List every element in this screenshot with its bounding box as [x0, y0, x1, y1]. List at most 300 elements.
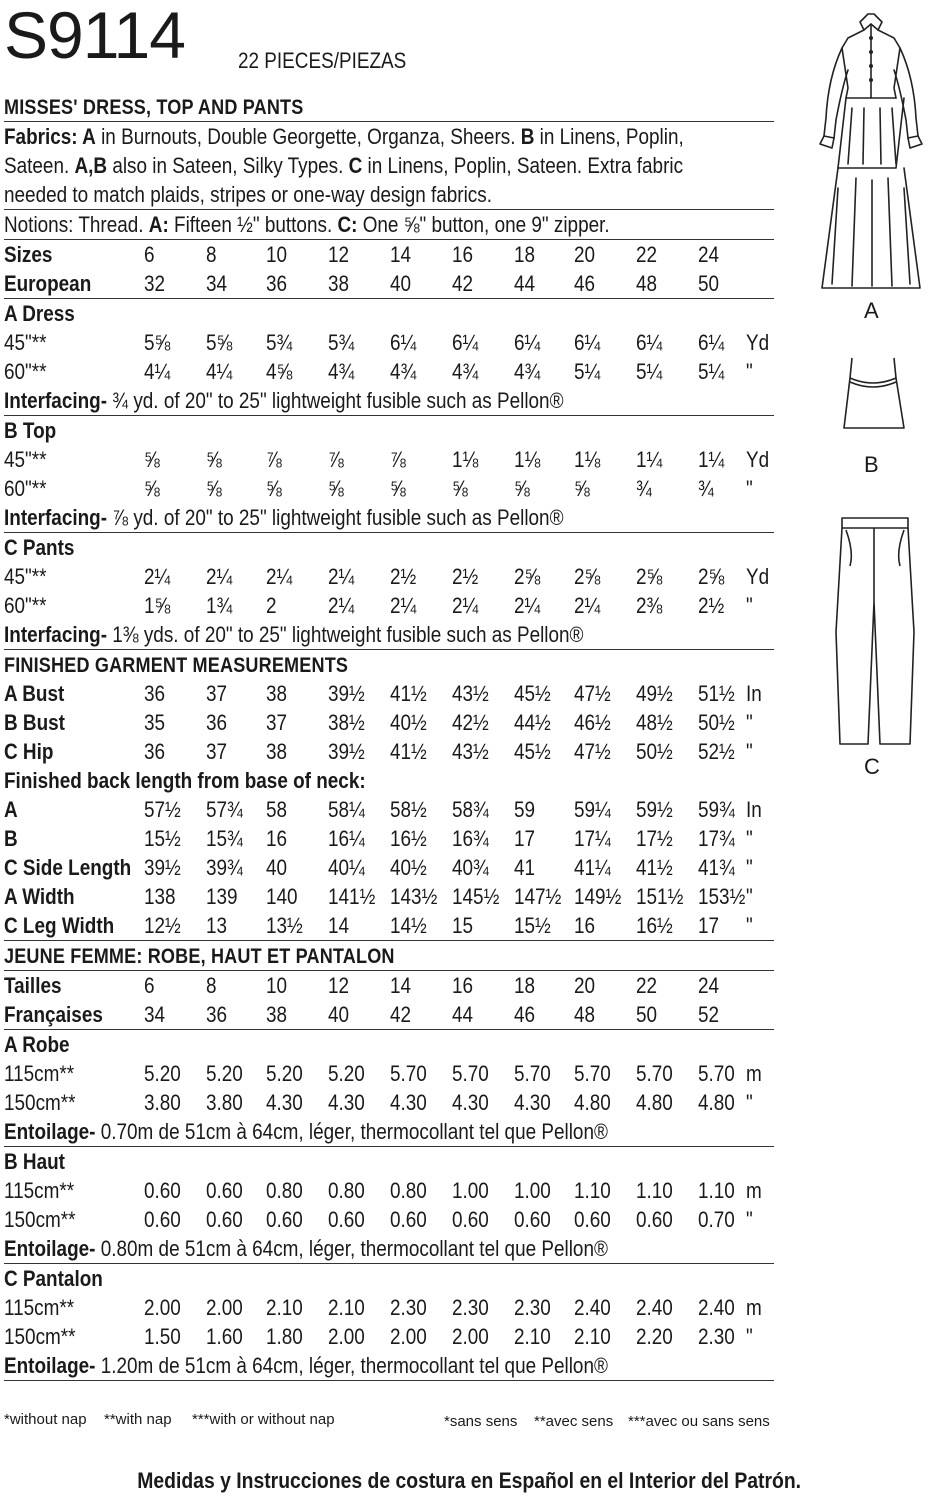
cell-value: 37 — [206, 739, 228, 764]
table-cell — [266, 445, 284, 474]
table-cell — [206, 1322, 249, 1351]
table-cell — [206, 1000, 230, 1029]
notions-fragment: One ⅝" button, one 9" zipper. — [357, 212, 610, 237]
entoilage-row — [4, 1234, 774, 1264]
cell-value: 5⅝ — [206, 330, 233, 355]
unit-text: " — [746, 1324, 753, 1349]
cell-value: 6¼ — [698, 330, 725, 355]
table-cell — [328, 853, 371, 882]
cell-value: ⅝ — [206, 447, 222, 472]
table-cell — [636, 1176, 679, 1205]
cell-value: 24 — [698, 973, 720, 998]
cell-value: 0.60 — [452, 1207, 489, 1232]
cell-value: 2¼ — [514, 593, 541, 618]
interfacing-label: Entoilage- — [4, 1353, 96, 1378]
cell-value: 42½ — [452, 710, 489, 735]
table-cell — [636, 1088, 679, 1117]
cell-value: ⅞ — [328, 447, 344, 472]
cell-value: 2.40 — [574, 1295, 611, 1320]
table-cell — [390, 911, 433, 940]
cell-value: 1.00 — [452, 1178, 489, 1203]
cell-value: 2⅝ — [514, 564, 541, 589]
view-title — [4, 416, 774, 445]
cell-value: 1⅛ — [452, 447, 479, 472]
cell-value: 58¼ — [328, 797, 365, 822]
cell-value: ⅝ — [514, 476, 530, 501]
table-cell — [390, 1088, 433, 1117]
cell-value: 4¾ — [514, 359, 541, 384]
table-cell — [574, 328, 605, 357]
pattern-number: S9114 — [4, 0, 185, 72]
cell-value: 41 — [514, 855, 536, 880]
cell-value: 0.60 — [206, 1207, 243, 1232]
table-cell — [574, 737, 617, 766]
table-cell — [206, 1059, 249, 1088]
french-title — [4, 941, 774, 971]
yardage-row — [4, 562, 774, 591]
row-label-text: 150cm** — [4, 1324, 76, 1349]
cell-value: 4.30 — [390, 1090, 427, 1115]
table-cell — [698, 357, 729, 386]
cell-value: 2¼ — [390, 593, 417, 618]
cell-value: 44 — [452, 1002, 474, 1027]
cell-value: 0.80 — [328, 1178, 365, 1203]
entoilage-row — [4, 1351, 774, 1381]
row-label-text: 45"** — [4, 447, 47, 472]
view-title-text: C Pantalon — [4, 1266, 103, 1291]
cell-value: 0.60 — [636, 1207, 673, 1232]
cell-value: 4.30 — [514, 1090, 551, 1115]
table-cell — [574, 445, 605, 474]
unit-text: " — [746, 359, 753, 384]
yardage-chart — [4, 92, 774, 1381]
table-cell — [514, 328, 545, 357]
cell-value: 38 — [266, 1002, 288, 1027]
table-cell — [574, 795, 617, 824]
table-cell — [452, 679, 495, 708]
row-label — [4, 795, 20, 824]
table-cell — [266, 591, 278, 620]
cell-value: 4¾ — [328, 359, 355, 384]
cell-value: 0.60 — [574, 1207, 611, 1232]
cell-value: 15¾ — [206, 826, 243, 851]
cell-value: 18 — [514, 242, 536, 267]
table-cell — [452, 795, 495, 824]
unit-label — [746, 328, 773, 357]
table-cell — [328, 357, 359, 386]
unit-text: In — [746, 797, 762, 822]
interfacing-line — [4, 386, 564, 415]
table-cell — [206, 824, 249, 853]
cell-value: 2.30 — [514, 1295, 551, 1320]
notions-fragment: A: — [148, 212, 169, 237]
notions-fragment: Fifteen ½" buttons. — [168, 212, 338, 237]
fabrics-fragment: C — [348, 153, 363, 178]
unit-label — [746, 357, 754, 386]
unit-text: " — [746, 884, 753, 909]
row-label — [4, 1059, 86, 1088]
row-label-text: European — [4, 271, 92, 296]
fabrics-fragment: A,B — [74, 153, 108, 178]
fabrics-line-text — [4, 180, 492, 209]
measurement-row — [4, 679, 774, 708]
table-cell — [266, 795, 290, 824]
table-cell — [266, 853, 290, 882]
cell-value: 50 — [636, 1002, 658, 1027]
row-label — [4, 824, 20, 853]
cell-value: 41¼ — [574, 855, 611, 880]
view-title-text: B Top — [4, 418, 57, 443]
table-cell — [328, 824, 371, 853]
table-cell — [266, 269, 290, 298]
cell-value: 40 — [266, 855, 288, 880]
unit-text: Yd — [746, 330, 770, 355]
table-cell — [328, 795, 371, 824]
table-cell — [206, 269, 230, 298]
cell-value: 0.60 — [390, 1207, 427, 1232]
row-label — [4, 911, 132, 940]
fabrics-line-text — [4, 151, 683, 180]
table-cell — [574, 824, 617, 853]
cell-value: 16 — [574, 913, 596, 938]
table-cell — [636, 1293, 679, 1322]
table-cell — [574, 1205, 617, 1234]
unit-text: " — [746, 1090, 753, 1115]
table-cell — [266, 1293, 309, 1322]
table-cell — [698, 708, 741, 737]
cell-value: 40¼ — [328, 855, 365, 880]
table-cell — [144, 1088, 187, 1117]
table-cell — [514, 1000, 538, 1029]
cell-value: ¾ — [636, 476, 652, 501]
cell-value: 38 — [328, 271, 350, 296]
interfacing-line — [4, 1351, 608, 1380]
table-cell — [206, 328, 237, 357]
cell-value: 22 — [636, 973, 658, 998]
cell-value: ⅝ — [144, 447, 160, 472]
cell-value: 35 — [144, 710, 166, 735]
yardage-row — [4, 591, 774, 620]
unit-label — [746, 853, 754, 882]
cell-value: 20 — [574, 242, 596, 267]
view-title — [4, 1264, 774, 1293]
table-cell — [636, 357, 667, 386]
measurement-row — [4, 824, 774, 853]
cell-value: ⅝ — [328, 476, 344, 501]
footnote-with-or-without-nap: ***with or without nap — [192, 1411, 335, 1428]
view-title-text: B Haut — [4, 1149, 65, 1174]
interfacing-label: Entoilage- — [4, 1119, 96, 1144]
unit-label — [746, 1293, 764, 1322]
table-cell — [144, 1176, 187, 1205]
fabrics-fragment: B — [520, 124, 535, 149]
table-cell — [514, 1205, 557, 1234]
table-cell — [390, 737, 433, 766]
interfacing-line — [4, 1117, 608, 1146]
table-cell — [574, 1322, 617, 1351]
table-cell — [144, 824, 187, 853]
notions-fragment: Thread. — [73, 212, 149, 237]
fabrics-fragment: A — [82, 124, 96, 149]
cell-value: 1.10 — [574, 1178, 611, 1203]
unit-text: " — [746, 476, 753, 501]
cell-value: 2.10 — [328, 1295, 365, 1320]
table-cell — [266, 240, 290, 269]
table-cell — [328, 737, 371, 766]
measurement-row — [4, 737, 774, 766]
cell-value: 143½ — [390, 884, 438, 909]
row-label-text: 150cm** — [4, 1090, 76, 1115]
table-cell — [144, 591, 175, 620]
table-cell — [514, 882, 569, 911]
table-cell — [206, 679, 230, 708]
cell-value: 151½ — [636, 884, 684, 909]
view-title — [4, 1030, 774, 1059]
table-cell — [144, 853, 187, 882]
table-cell — [144, 240, 156, 269]
table-cell — [266, 562, 297, 591]
table-cell — [266, 1000, 290, 1029]
table-cell — [514, 824, 538, 853]
cell-value: 15½ — [514, 913, 551, 938]
table-cell — [514, 1176, 557, 1205]
table-cell — [390, 591, 421, 620]
yardage-row — [4, 328, 774, 357]
table-cell — [698, 824, 741, 853]
cell-value: ⅝ — [452, 476, 468, 501]
row-label — [4, 445, 53, 474]
row-label — [4, 328, 53, 357]
table-cell — [144, 795, 187, 824]
spanish-note-text: Medidas y Instrucciones de costura en Español en el Interior del Patrón. — [137, 1468, 801, 1493]
table-cell — [390, 853, 433, 882]
table-cell — [452, 1205, 495, 1234]
row-label-text: 150cm** — [4, 1207, 76, 1232]
cell-value: 4.80 — [698, 1090, 735, 1115]
back-length-title-text: Finished back length from base of neck: — [4, 768, 366, 793]
cell-value: 2.40 — [636, 1295, 673, 1320]
cell-value: 10 — [266, 973, 288, 998]
table-cell — [144, 911, 187, 940]
cell-value: 17 — [698, 913, 720, 938]
table-cell — [452, 737, 495, 766]
table-cell — [390, 1176, 433, 1205]
cell-value: 43½ — [452, 739, 489, 764]
cell-value: 2.30 — [698, 1324, 735, 1349]
cell-value: 39½ — [144, 855, 181, 880]
cell-value: 42 — [452, 271, 474, 296]
table-cell — [452, 591, 483, 620]
table-cell — [206, 445, 224, 474]
cell-value: 1.00 — [514, 1178, 551, 1203]
row-label-text: A Bust — [4, 681, 65, 706]
table-cell — [390, 882, 445, 911]
table-cell — [698, 1293, 741, 1322]
cell-value: 36 — [206, 710, 228, 735]
table-cell — [390, 1059, 433, 1088]
table-cell — [452, 474, 470, 503]
cell-value: 59½ — [636, 797, 673, 822]
cell-value: 15 — [452, 913, 474, 938]
interfacing-line — [4, 1234, 608, 1263]
interfacing-text: 1.20m de 51cm à 64cm, léger, thermocollant tel que Pellon® — [95, 1353, 608, 1378]
top-illustration-icon — [836, 352, 912, 432]
cell-value: 47½ — [574, 739, 611, 764]
table-cell — [328, 1059, 371, 1088]
cell-value: 4¼ — [206, 359, 233, 384]
cell-value: 4⅝ — [266, 359, 293, 384]
cell-value: 5.20 — [206, 1061, 243, 1086]
unit-text: m — [746, 1178, 762, 1203]
footnote-avec-ou-sans-sens: ***avec ou sans sens — [628, 1413, 770, 1430]
cell-value: 39¾ — [206, 855, 243, 880]
cell-value: 2½ — [390, 564, 417, 589]
cell-value: 2.00 — [452, 1324, 489, 1349]
cell-value: 17¾ — [698, 826, 735, 851]
cell-value: 0.60 — [206, 1178, 243, 1203]
table-cell — [328, 708, 371, 737]
cell-value: 44 — [514, 271, 536, 296]
view-title — [4, 299, 774, 328]
fabrics-fragment: in Linens, Poplin, Sateen. Extra fabric — [362, 153, 684, 178]
table-cell — [698, 240, 722, 269]
cell-value: 0.70 — [698, 1207, 735, 1232]
table-cell — [636, 474, 654, 503]
unit-label — [746, 1088, 754, 1117]
unit-text: m — [746, 1061, 762, 1086]
table-cell — [514, 1322, 557, 1351]
cell-value: 6¼ — [514, 330, 541, 355]
european-sizes-row — [4, 269, 774, 299]
cell-value: 14½ — [390, 913, 427, 938]
fabrics-fragment: also in Sateen, Silky Types. — [107, 153, 349, 178]
table-cell — [452, 1293, 495, 1322]
row-label — [4, 269, 105, 298]
interfacing-label: Interfacing- — [4, 505, 108, 530]
table-cell — [144, 882, 181, 911]
row-label — [4, 1322, 87, 1351]
cell-value: 1.60 — [206, 1324, 243, 1349]
cell-value: 5⅝ — [144, 330, 171, 355]
cell-value: 1⅛ — [574, 447, 601, 472]
cell-value: 4.30 — [328, 1090, 365, 1115]
footnote-with-nap: **with nap — [104, 1411, 172, 1428]
row-label-text: B — [4, 826, 18, 851]
unit-label — [746, 708, 754, 737]
row-label-text: 115cm** — [4, 1295, 75, 1320]
cell-value: 12 — [328, 242, 350, 267]
table-cell — [206, 562, 237, 591]
table-cell — [328, 882, 383, 911]
table-cell — [574, 591, 605, 620]
row-label — [4, 1293, 86, 1322]
cell-value: 17¼ — [574, 826, 611, 851]
table-cell — [452, 882, 507, 911]
table-cell — [574, 1000, 598, 1029]
row-label-text: 45"** — [4, 330, 47, 355]
table-cell — [206, 1176, 249, 1205]
cell-value: 2.10 — [574, 1324, 611, 1349]
cell-value: 2.40 — [698, 1295, 735, 1320]
table-cell — [390, 328, 421, 357]
table-cell — [698, 328, 729, 357]
cell-value: 15½ — [144, 826, 181, 851]
table-cell — [266, 824, 290, 853]
table-cell — [636, 1059, 679, 1088]
table-cell — [636, 824, 679, 853]
interfacing-text: ⅞ yd. of 20" to 25" lightweight fusible such as Pellon® — [107, 505, 564, 530]
cell-value: 2.00 — [144, 1295, 181, 1320]
entoilage-row — [4, 1117, 774, 1147]
row-label-text: B Bust — [4, 710, 65, 735]
cell-value: 44½ — [514, 710, 551, 735]
footnotes — [4, 1407, 774, 1437]
table-cell — [574, 1088, 617, 1117]
cell-value: 22 — [636, 242, 658, 267]
cell-value: 3.80 — [206, 1090, 243, 1115]
cell-value: 16 — [266, 826, 288, 851]
fabrics-fragment: Fabrics: — [4, 124, 83, 149]
cell-value: 59¾ — [698, 797, 735, 822]
cell-value: 12 — [328, 973, 350, 998]
table-cell — [636, 795, 679, 824]
row-label — [4, 1176, 86, 1205]
cell-value: 59 — [514, 797, 536, 822]
table-cell — [514, 357, 545, 386]
table-cell — [390, 357, 421, 386]
table-cell — [514, 1293, 557, 1322]
table-cell — [574, 357, 605, 386]
table-cell — [514, 708, 557, 737]
cell-value: ⅝ — [206, 476, 222, 501]
row-label — [4, 882, 86, 911]
fabrics-paragraph — [4, 122, 774, 210]
cell-value: ⅝ — [266, 476, 282, 501]
cell-value: 48 — [574, 1002, 596, 1027]
table-cell — [328, 679, 371, 708]
back-length-title — [4, 766, 774, 795]
table-cell — [266, 474, 284, 503]
cell-value: 2¼ — [206, 564, 233, 589]
cell-value: 1⅝ — [144, 593, 171, 618]
table-cell — [390, 1205, 433, 1234]
cell-value: 38 — [266, 681, 288, 706]
cell-value: 16¾ — [452, 826, 489, 851]
english-title — [4, 92, 774, 122]
table-cell — [144, 708, 168, 737]
table-cell — [514, 971, 538, 1000]
table-cell — [636, 240, 660, 269]
cell-value: 0.80 — [266, 1178, 303, 1203]
interfacing-label: Interfacing- — [4, 622, 108, 647]
cell-value: 6 — [144, 973, 155, 998]
cell-value: 0.60 — [144, 1178, 181, 1203]
interfacing-line — [4, 620, 584, 649]
table-cell — [698, 1205, 741, 1234]
view-title-text: C Pants — [4, 535, 75, 560]
table-cell — [266, 328, 297, 357]
table-cell — [328, 1322, 371, 1351]
cell-value: 58½ — [390, 797, 427, 822]
cell-value: 41¾ — [698, 855, 735, 880]
cell-value: 2⅝ — [574, 564, 601, 589]
table-cell — [514, 474, 532, 503]
interfacing-label: Interfacing- — [4, 388, 108, 413]
cell-value: 58 — [266, 797, 288, 822]
table-cell — [574, 971, 598, 1000]
interfacing-text: ¾ yd. of 20" to 25" lightweight fusible such as Pellon® — [107, 388, 564, 413]
row-label-text: 60"** — [4, 476, 47, 501]
